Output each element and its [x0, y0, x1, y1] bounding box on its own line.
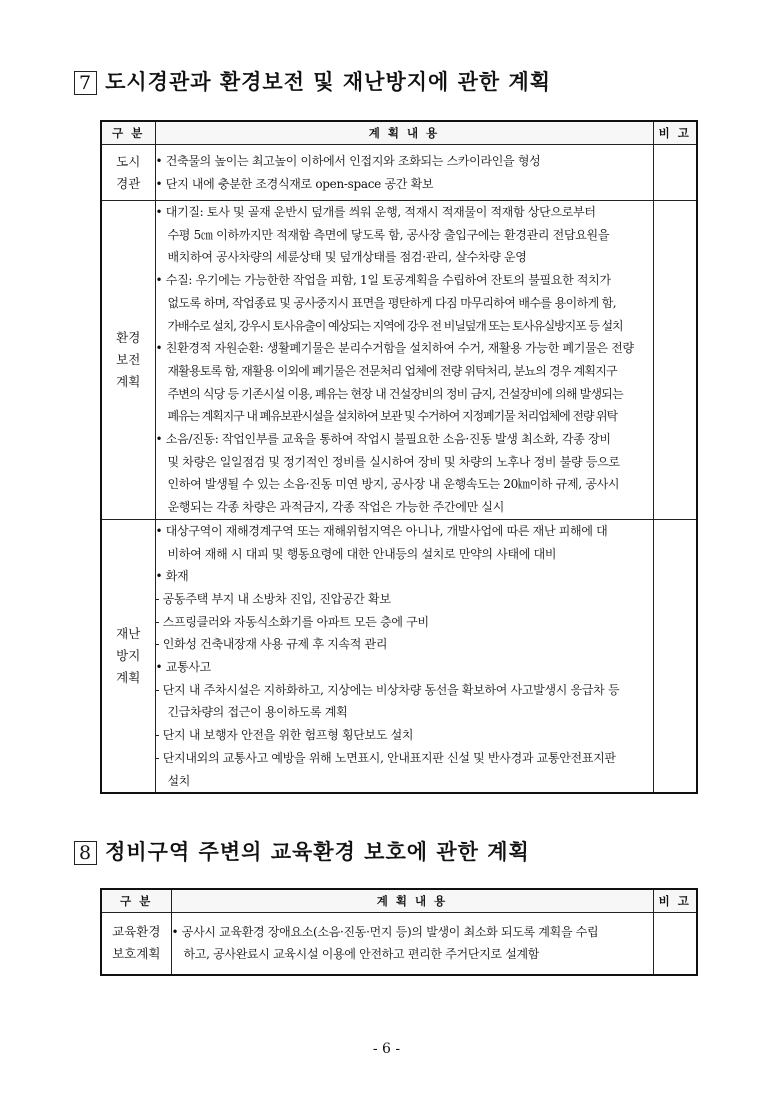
- row-content: [155, 145, 653, 201]
- table-row: [101, 201, 697, 520]
- content-line: 주변의 식당 등 기존시설 이용, 폐유는 현장 내 건설장비의 정비 금지, 건설장비에 의해 발생되는: [167, 386, 623, 401]
- table-header-row: [101, 121, 697, 145]
- content-line: - 공동주택 부지 내 소방차 진입, 진압공간 확보: [155, 591, 391, 606]
- table-row: [101, 145, 697, 201]
- content-line: 없도록 하며, 작업종료 및 공사중지시 표면을 평탄하게 다짐 마무리하여 배수를 용이하게 함,: [167, 295, 616, 310]
- section-7-title-text: 도시경관과 환경보전 및 재난방지에 관한 계획: [105, 69, 552, 94]
- content-line: 폐유는 계획지구 내 폐유보관시설을 설치하여 보관 및 수거하여 지정폐기물 처리업체에 전량 위탁: [167, 409, 618, 424]
- content-line: • 친환경적 자원순환: 생활폐기물은 분리수거함을 설치하여 수거, 재활용 가능한 폐기물은 전량: [155, 341, 634, 356]
- row-content: [155, 201, 653, 520]
- content-line: - 인화성 건축내장재 사용 규제 후 지속적 관리: [155, 637, 388, 652]
- content-line: 가배수로 설치, 강우시 토사유출이 예상되는 지역에 강우 전 비닐덮개 또는 토사유실방지포 등 설치: [167, 318, 623, 333]
- row-content: [155, 519, 653, 793]
- content-line: 수평 5㎝ 이하까지만 적재함 측면에 닿도록 함, 공사장 출입구에는 환경관리 전담요원을: [167, 227, 610, 242]
- section-8-table: [100, 888, 698, 976]
- content-line: • 공사시 교육환경 장애요소(소음·진동·먼지 등)의 발생이 최소화 되도록 계획을 수립: [171, 924, 599, 939]
- header-category: 구 분: [101, 889, 171, 913]
- section-8-title: [74, 836, 530, 866]
- content-line: 재활용토록 함, 재활용 이외에 폐기물은 전문처리 업체에 전량 위탁처리, 분뇨의 경우 계획지구: [167, 363, 617, 378]
- content-line: - 단지내외의 교통사고 예방을 위해 노면표시, 안내표지판 신설 및 반사경과 교통안전표지판: [155, 750, 616, 765]
- section-7-title: [74, 66, 551, 96]
- header-note: 비 고: [653, 121, 697, 145]
- content-line: 및 차량은 일일점검 및 정기적인 정비를 실시하여 장비 및 차량의 노후나 정비 불량 등으로: [167, 454, 620, 469]
- row-note: [653, 201, 697, 520]
- row-note: [653, 519, 697, 793]
- content-line: • 대상구역이 재해경계구역 또는 재해위험지역은 아니나, 개발사업에 따른 재난 피해에 대: [155, 523, 608, 538]
- content-line: • 소음/진동: 작업인부를 교육을 통하여 작업시 불필요한 소음·진동 발생 최소화, 각종 장비: [155, 432, 611, 447]
- section-7-number: 7: [74, 71, 97, 95]
- content-line: - 단지 내 보행자 안전을 위한 험프형 횡단보도 설치: [155, 728, 414, 743]
- row-content: [171, 913, 653, 975]
- section-8-number: 8: [74, 841, 97, 865]
- header-note: 비 고: [653, 889, 697, 913]
- row-note: [653, 145, 697, 201]
- content-line: • 교통사고: [155, 660, 211, 675]
- content-line: - 단지 내 주차시설은 지하화하고, 지상에는 비상차량 동선을 확보하여 사고발생시 응급차 등: [155, 682, 620, 697]
- content-line: 비하여 재해 시 대피 및 행동요령에 대한 안내등의 설치로 만약의 사태에 대비: [167, 546, 557, 561]
- content-line: • 건축물의 높이는 최고높이 이하에서 인접지와 조화되는 스카이라인을 형성: [155, 153, 541, 168]
- page-number: - 6 -: [372, 1041, 401, 1057]
- content-line: - 스프링클러와 자동식소화기를 아파트 모든 층에 구비: [155, 614, 429, 629]
- content-line: 인하여 발생될 수 있는 소음·진동 미연 방지, 공사장 내 운행속도는 20㎞이하 규제, 공사시: [167, 477, 620, 492]
- header-category: 구 분: [101, 121, 155, 145]
- row-category: 환경 보전 계획: [101, 201, 155, 520]
- table-row: [101, 519, 697, 793]
- row-category: 도시 경관: [101, 145, 155, 201]
- content-line: • 수질: 우기에는 가능한한 작업을 피함, 1일 토공계획을 수립하여 잔토의 불필요한 적치가: [155, 273, 611, 288]
- content-line: 긴급차량의 접근이 용이하도록 계획: [167, 705, 348, 720]
- section-7-table: [100, 120, 698, 794]
- content-line: • 화재: [155, 569, 189, 584]
- content-line: • 단지 내에 충분한 조경식재로 open-space 공간 확보: [155, 176, 434, 191]
- table-row: [101, 913, 697, 975]
- header-content: 계 획 내 용: [155, 121, 653, 145]
- table-header-row: [101, 889, 697, 913]
- row-category: 재난 방지 계획: [101, 519, 155, 793]
- section-8-title-text: 정비구역 주변의 교육환경 보호에 관한 계획: [105, 839, 530, 864]
- row-note: [653, 913, 697, 975]
- content-line: 설치: [167, 773, 191, 788]
- content-line: 하고, 공사완료시 교육시설 이용에 안전하고 편리한 주거단지로 설계함: [183, 947, 540, 962]
- header-content: 계 획 내 용: [171, 889, 653, 913]
- content-line: • 대기질: 토사 및 골재 운반시 덮개를 씌워 운행, 적재시 적재물이 적재함 상단으로부터: [155, 205, 596, 219]
- row-category: 교육환경 보호계획: [101, 913, 171, 975]
- content-line: 배치하여 공사차량의 세륜상태 및 덮개상태를 점검·관리, 살수차량 운영: [167, 250, 527, 265]
- content-line: 운행되는 각종 차량은 과적금지, 각종 작업은 가능한 주간에만 실시: [167, 500, 505, 515]
